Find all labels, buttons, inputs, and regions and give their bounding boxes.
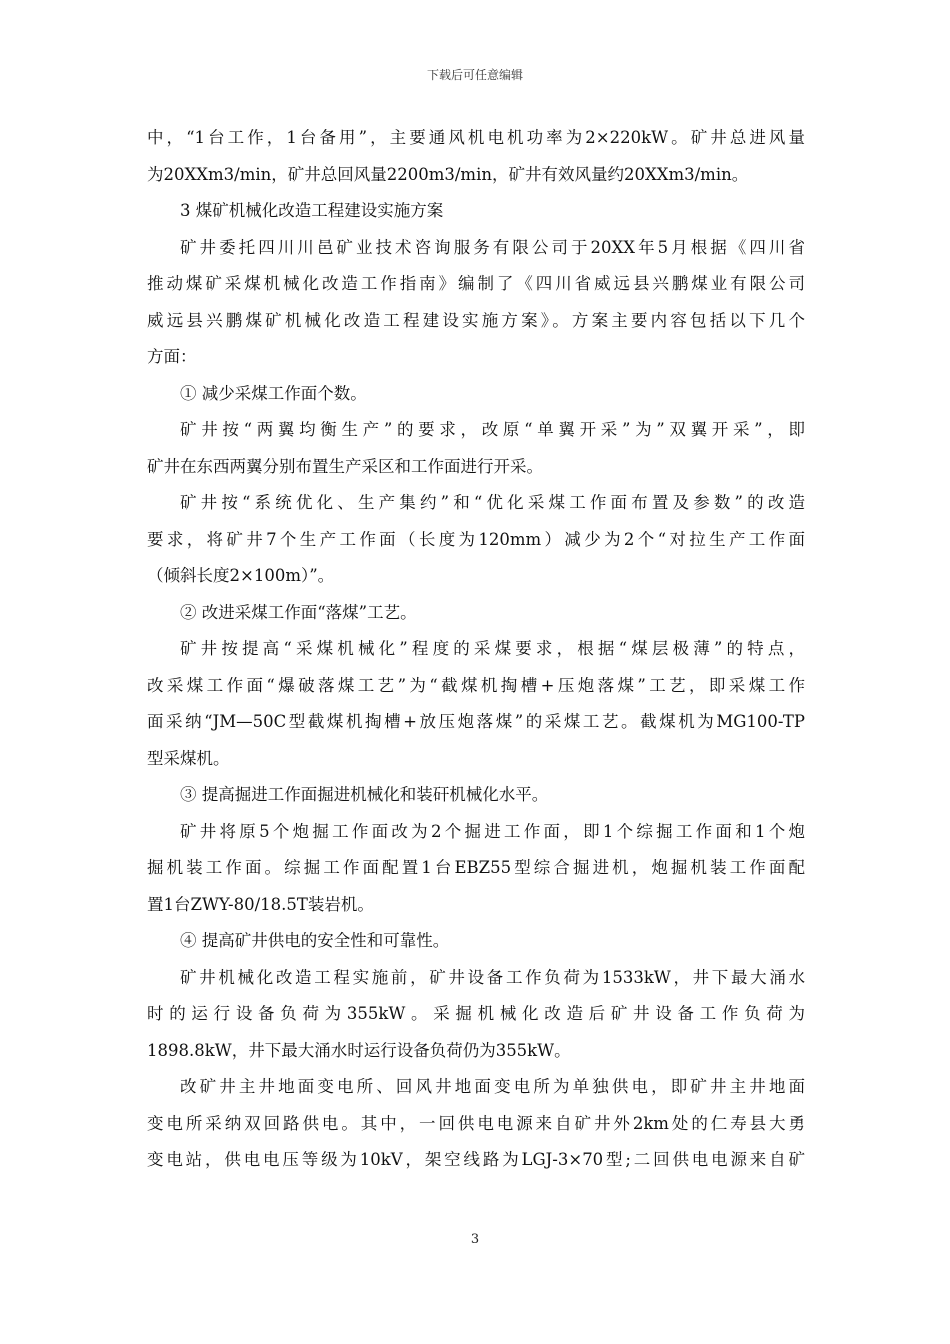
text-line: ① 减少采煤工作面个数。 xyxy=(180,383,367,403)
text-line: 矿井按“系统优化、生产集约”和“优化采煤工作面布置及参数”的改造 xyxy=(180,493,805,512)
text-line: ④ 提高矿井供电的安全性和可靠性。 xyxy=(180,931,450,950)
text-line: 型采煤机。 xyxy=(147,748,230,768)
page-number: 3 xyxy=(470,1232,480,1247)
text-line: 为20XXm3/min，矿井总回风量2200m3/min，矿井有效风量约20XXm3/min。 xyxy=(147,164,749,184)
text-line: 矿井委托四川川邑矿业技术咨询服务有限公司于20XX年5月根据《四川省 xyxy=(180,237,805,257)
text-line: 置1台ZWY-80/18.5T装岩机。 xyxy=(147,894,374,914)
text-line: 要求，将矿井7个生产工作面（长度为120mm）减少为2个“对拉生产工作面 xyxy=(147,529,805,549)
page-header: 下载后可任意编辑 xyxy=(426,68,523,82)
text-line: 改采煤工作面“爆破落煤工艺”为“截煤机掏槽+压炮落煤”工艺，即采煤工作 xyxy=(147,675,805,695)
text-line: 方面： xyxy=(147,347,197,366)
text-line: 矿井在东西两翼分别布置生产采区和工作面进行开采。 xyxy=(147,456,543,476)
text-line: ③ 提高掘进工作面掘进机械化和装矸机械化水平。 xyxy=(180,785,549,804)
text-line: （倾斜长度2×100m）”。 xyxy=(147,566,335,585)
text-line: 矿井将原5个炮掘工作面改为2个掘进工作面，即1个综掘工作面和1个炮 xyxy=(180,821,805,841)
text-line: 矿井按提高“采煤机械化”程度的采煤要求，根据“煤层极薄”的特点， xyxy=(180,639,805,658)
text-line: 威远县兴鹏煤矿机械化改造工程建设实施方案》。方案主要内容包括以下几个 xyxy=(147,310,805,330)
text-line: ② 改进采煤工作面“落煤”工艺。 xyxy=(180,602,417,622)
text-line: 变电所采纳双回路供电。其中，一回供电电源来自矿井外2km处的仁寿县大勇 xyxy=(147,1113,805,1133)
text-line: 中，“1台工作，1台备用”，主要通风机电机功率为2×220kW。矿井总进风量 xyxy=(147,128,805,147)
text-line: 时的运行设备负荷为355kW。采掘机械化改造后矿井设备工作负荷为 xyxy=(147,1004,805,1023)
text-line: 变电站，供电电压等级为10kV，架空线路为LGJ-3×70型;二回供电电源来自矿 xyxy=(147,1150,805,1169)
text-line: 推动煤矿采煤机械化改造工作指南》编制了《四川省威远县兴鹏煤业有限公司 xyxy=(147,274,805,293)
document-body xyxy=(147,120,805,1179)
text-line: 矿井机械化改造工程实施前，矿井设备工作负荷为1533kW，井下最大涌水 xyxy=(180,967,805,987)
text-line: 面采纳“JM—50C型截煤机掏槽+放压炮落煤”的采煤工艺。截煤机为MG100-TP xyxy=(147,712,805,731)
text-line: 1898.8kW，井下最大涌水时运行设备负荷仍为355kW。 xyxy=(147,1040,571,1060)
text-line: 3 煤矿机械化改造工程建设实施方案 xyxy=(180,201,444,220)
text-line: 掘机装工作面。综掘工作面配置1台EBZ55型综合掘进机，炮掘机装工作面配 xyxy=(147,858,805,877)
text-line: 改矿井主井地面变电所、回风井地面变电所为单独供电，即矿井主井地面 xyxy=(180,1077,805,1096)
text-line: 矿井按“两翼均衡生产”的要求，改原“单翼开采”为”双翼开采”，即 xyxy=(180,420,805,439)
